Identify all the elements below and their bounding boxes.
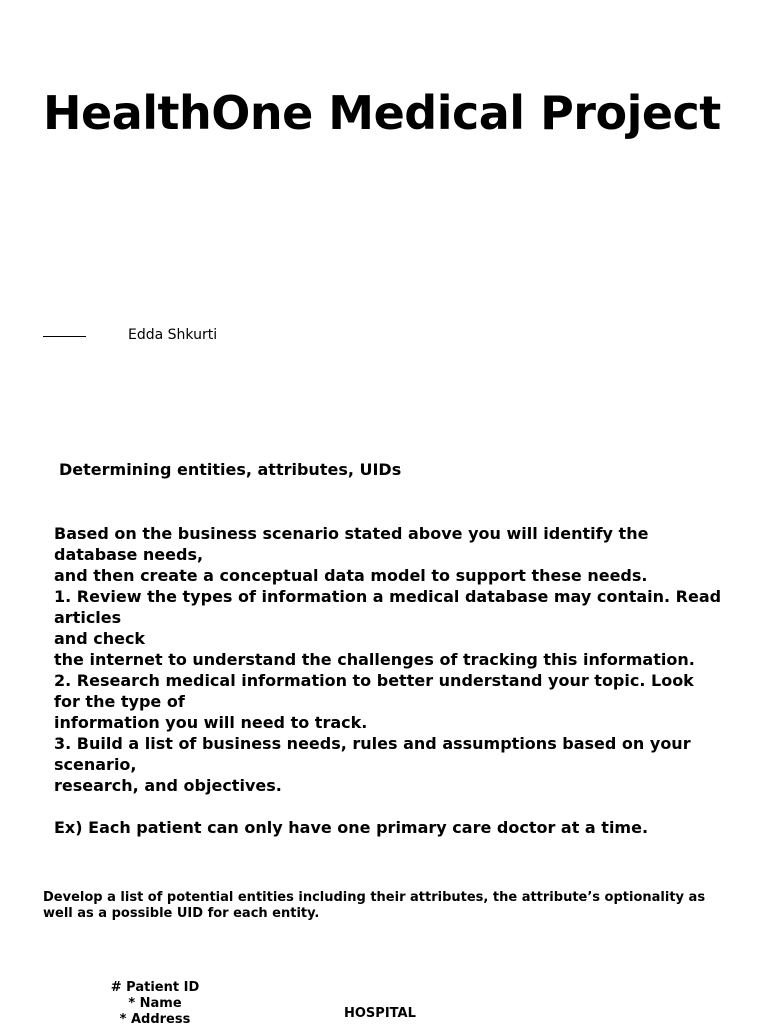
body-line: database needs, — [54, 545, 204, 564]
page-title: HealthOne Medical Project — [43, 86, 721, 140]
attribute-item: * Name — [128, 996, 182, 1011]
body-line: 3. Build a list of business needs, rules and assumptions based on your — [54, 734, 691, 753]
body-line: for the type of — [54, 692, 185, 711]
author-divider — [43, 336, 86, 337]
body-line: information you will need to track. — [54, 713, 368, 732]
author-name: Edda Shkurti — [128, 327, 218, 343]
instruction-line: Develop a list of potential entities including their attributes, the attribute’s optionality as — [43, 890, 706, 905]
instructions-body — [54, 523, 734, 838]
hospital-entity-label: HOSPITAL — [344, 1006, 416, 1021]
body-line: and then create a conceptual data model to support these needs. — [54, 566, 648, 585]
body-line: research, and objectives. — [54, 776, 282, 795]
paragraph-gap — [54, 796, 734, 817]
body-line: 1. Review the types of information a medical database may contain. Read — [54, 587, 722, 606]
patient-attribute-list — [100, 980, 210, 1028]
body-line: articles — [54, 608, 122, 627]
entity-instructions — [43, 890, 733, 922]
body-line: the internet to understand the challenges of tracking this information. — [54, 650, 695, 669]
attribute-item: * Address — [119, 1012, 191, 1027]
attribute-item: # Patient ID — [110, 980, 200, 995]
body-line: 2. Research medical information to better understand your topic. Look — [54, 671, 694, 690]
instruction-line: well as a possible UID for each entity. — [43, 906, 320, 921]
body-line: and check — [54, 629, 146, 648]
section-heading: Determining entities, attributes, UIDs — [59, 460, 402, 479]
body-line: scenario, — [54, 755, 137, 774]
body-line: Based on the business scenario stated above you will identify the — [54, 524, 649, 543]
example-line: Ex) Each patient can only have one primary care doctor at a time. — [54, 818, 649, 837]
